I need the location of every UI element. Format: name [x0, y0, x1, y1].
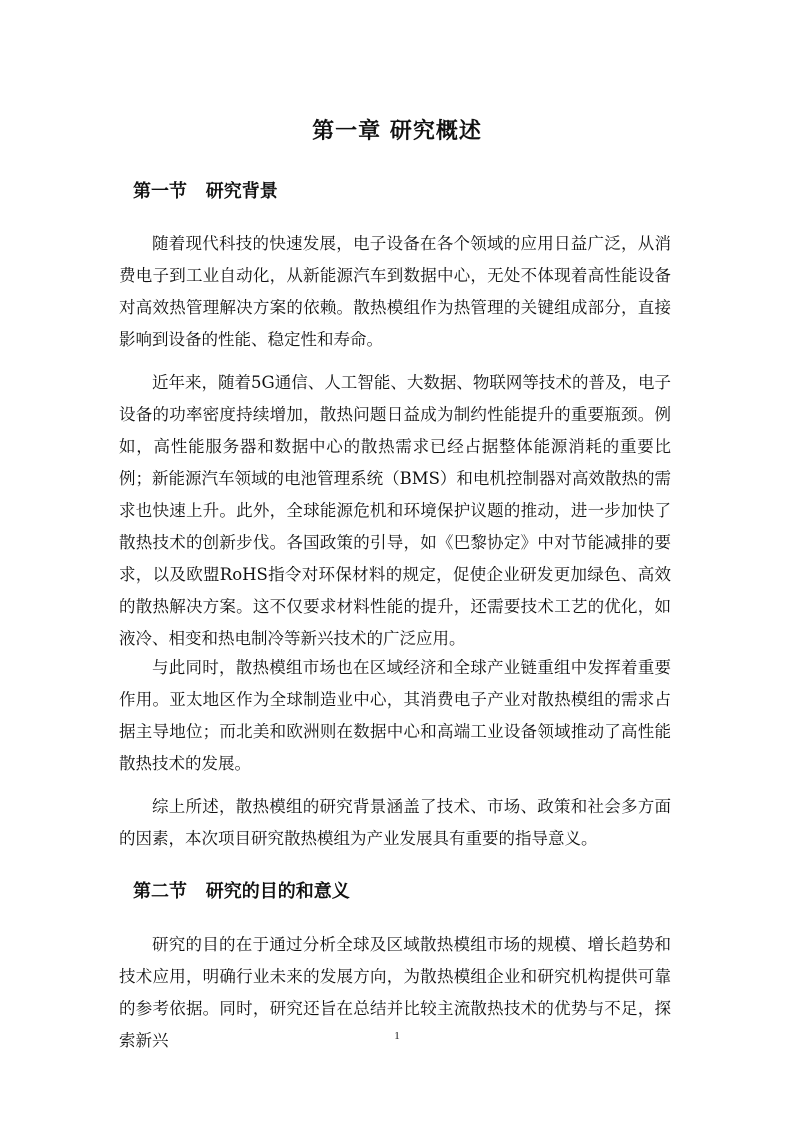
chapter-title: 第一章 研究概述: [312, 118, 482, 144]
section-heading-background: 第一节 研究背景: [133, 181, 278, 202]
section-heading-purpose: 第二节 研究的目的和意义: [133, 881, 350, 902]
paragraph: 随着现代科技的快速发展，电子设备在各个领域的应用日益广泛，从消费电子到工业自动化，从新能源汽车到数据中心，无处不体现着高性能设备对高效热管理解决方案的依赖。散热模组作为热管理的关键组成部分，直接影响到设备的性能、稳定性和寿命。: [119, 234, 671, 349]
paragraph: 与此同时，散热模组市场也在区域经济和全球产业链重组中发挥着重要作用。亚太地区作为全球制造业中心，其消费电子产业对散热模组的需求占据主导地位；而北美和欧洲则在数据中心和高端工业设备领域推动了高性能散热技术的发展。: [119, 658, 671, 773]
paragraph: 近年来，随着5G通信、人工智能、大数据、物联网等技术的普及，电子设备的功率密度持续增加，散热问题日益成为制约性能提升的重要瓶颈。例如，高性能服务器和数据中心的散热需求已经占据整体能源消耗的重要比例；新能源汽车领域的电池管理系统（BMS）和电机控制器对高效散热的需求也快速上升。此外，全球能源危机和环境保护议题的推动，进一步加快了散热技术的创新步伐。各国政策的引导，如《巴黎协定》中对节能减排的要求，以及欧盟RoHS指令对环保材料的规定，促使企业研发更加绿色、高效的散热解决方案。这不仅要求材料性能的提升，还需要技术工艺的优化，如液冷、相变和热电制冷等新兴技术的广泛应用。: [119, 373, 671, 648]
paragraph: 研究的目的在于通过分析全球及区域散热模组市场的规模、增长趋势和技术应用，明确行业未来的发展方向，为散热模组企业和研究机构提供可靠的参考依据。同时，研究还旨在总结并比较主流散热技术的优势与不足，探索新兴: [119, 935, 671, 1050]
page-number: 1: [394, 1030, 400, 1042]
paragraph: 综上所述，散热模组的研究背景涵盖了技术、市场、政策和社会多方面的因素，本次项目研究散热模组为产业发展具有重要的指导意义。: [119, 797, 671, 848]
